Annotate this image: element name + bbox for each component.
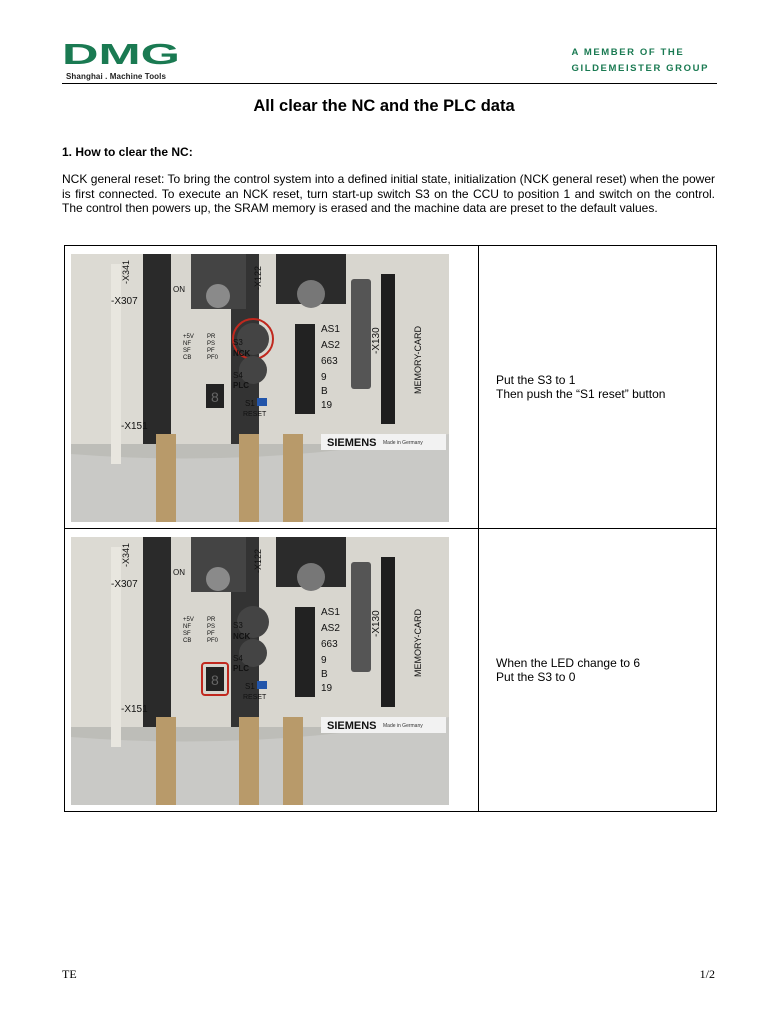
led-label-cb: CB [183,354,192,361]
svg-text:8: 8 [211,671,219,688]
port-19: 19 [321,682,333,694]
nck-label: NCK [233,348,251,358]
port-663: 663 [321,638,338,650]
x151-label: -X151 [121,703,148,715]
port-as2: AS2 [321,339,340,351]
s1-label: S1 [245,681,255,691]
plc-label: PLC [233,663,249,673]
control-unit-photo [71,537,449,805]
brand-label: SIEMENS [327,436,377,449]
led-label-pf: PF [207,347,215,354]
memory-card-label: MEMORY-CARD [413,325,423,394]
made-in-label: Made in Germany [383,722,423,729]
reset-label: RESET [243,693,267,701]
led-label-pf: PF [207,630,215,637]
x307-label: -X307 [111,295,138,307]
port-19: 19 [321,399,333,411]
footer-left: TE [62,967,77,981]
step-photo-cell [65,246,479,529]
logo-text: DMG [62,40,180,68]
step-row [65,246,717,529]
brand-label: SIEMENS [327,719,377,732]
port-663: 663 [321,355,338,367]
on-label: ON [173,284,185,294]
port-b: B [321,385,328,397]
logo-subtitle: Shanghai . Machine Tools [66,72,167,81]
x122-label: -X122 [253,548,263,573]
step-photo-cell [65,529,479,812]
x122-label: -X122 [253,265,263,290]
nck-label: NCK [233,631,251,641]
led-label-pr: PR [207,616,216,623]
port-as1: AS1 [321,606,340,618]
step-row [65,529,717,812]
led-label-pr: PR [207,333,216,340]
reset-label: RESET [243,410,267,418]
led-label-nf: NF [183,340,191,347]
led-label-ps: PS [207,623,216,630]
steps-table [64,245,717,812]
led-label-5v: +5V [183,333,194,340]
page-header [62,36,715,84]
led-label-ps: PS [207,340,216,347]
on-label: ON [173,567,185,577]
led-label-sf: SF [183,347,191,354]
step-line-2: Then push the “S1 reset” button [496,387,666,401]
led-label-pf0: PF0 [207,637,219,644]
s3-label: S3 [233,620,243,630]
header-divider [62,83,717,84]
led-label-nf: NF [183,623,191,630]
led-label-pf0: PF0 [207,354,219,361]
plc-label: PLC [233,380,249,390]
member-line-1: A MEMBER OF THE [571,47,685,58]
port-9: 9 [321,371,327,383]
x130-label: -X130 [371,326,382,354]
memory-card-label: MEMORY-CARD [413,608,423,677]
svg-text:8: 8 [211,388,219,405]
made-in-label: Made in Germany [383,439,423,446]
s3-label: S3 [233,337,243,347]
x341-label: -X341 [121,259,131,284]
member-line-2: GILDEMEISTER GROUP [571,63,709,74]
led-label-cb: CB [183,637,192,644]
s4-label: S4 [233,370,243,380]
x130-label: -X130 [371,609,382,637]
step-instruction-cell [479,246,717,529]
intro-paragraph: NCK general reset: To bring the control system into a defined initial state, initialization (NCK general reset) when the power is first connected. To execute an NCK reset, turn start-up switch S3 on the CCU to position 1 and switch on the control. The control then powers up, the SRAM memory is erased and the machine data are preset to the default values. [62,172,715,216]
step-line-1: When the LED change to 6 [496,656,641,670]
port-9: 9 [321,654,327,666]
x151-label: -X151 [121,420,148,432]
x341-label: -X341 [121,542,131,567]
step-line-2: Put the S3 to 0 [496,670,576,684]
page-number: 1/2 [699,967,715,981]
x307-label: -X307 [111,578,138,590]
port-as2: AS2 [321,622,340,634]
s1-label: S1 [245,398,255,408]
control-unit-photo [71,254,449,522]
step-instruction-cell [479,529,717,812]
section-heading: 1. How to clear the NC: [62,145,193,159]
led-label-5v: +5V [183,616,194,623]
group-membership [571,45,709,77]
port-b: B [321,668,328,680]
port-as1: AS1 [321,323,340,335]
s4-label: S4 [233,653,243,663]
led-label-sf: SF [183,630,191,637]
page-title: All clear the NC and the PLC data [253,97,515,115]
dmg-logo [62,40,182,68]
step-line-1: Put the S3 to 1 [496,373,576,387]
